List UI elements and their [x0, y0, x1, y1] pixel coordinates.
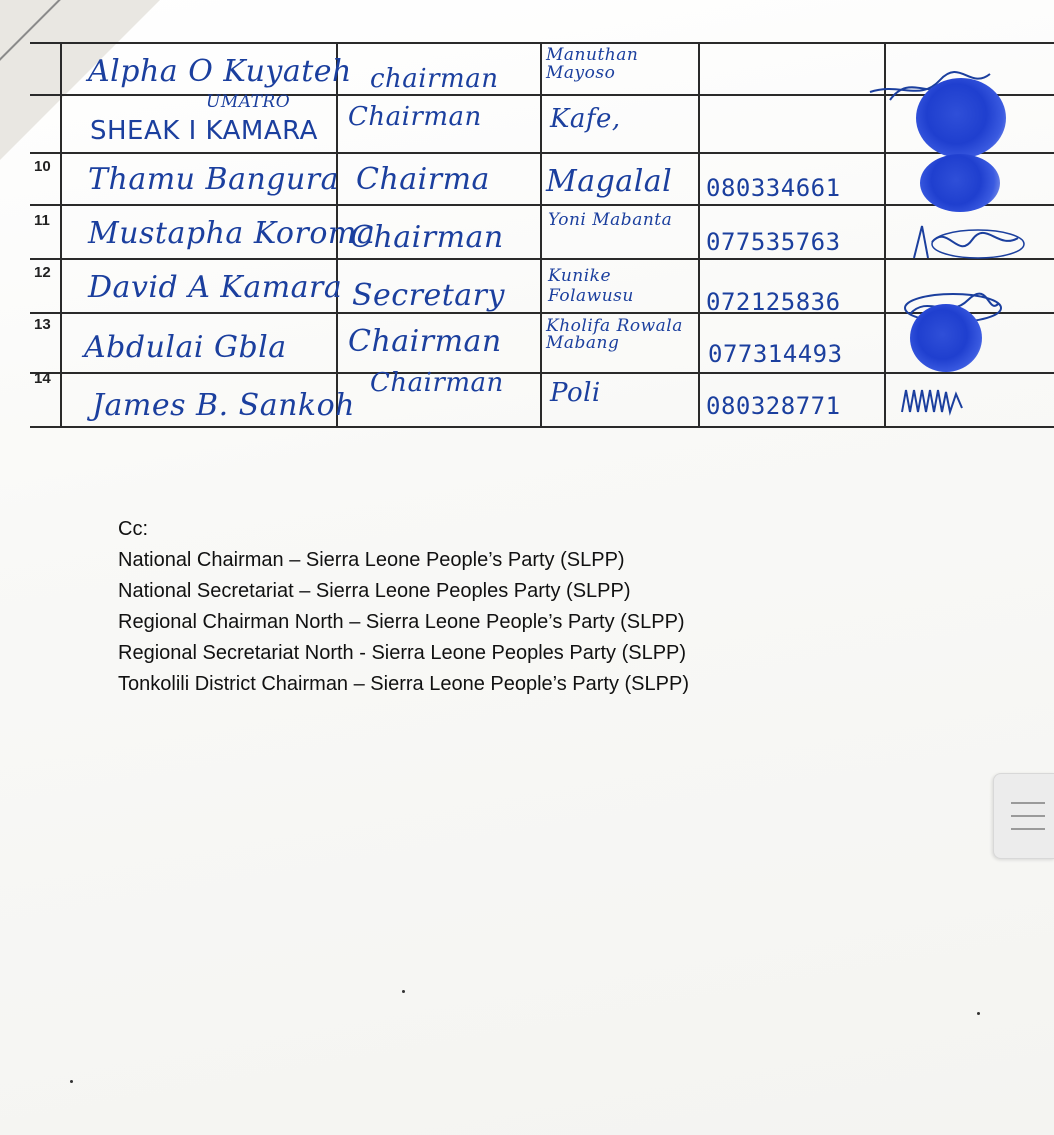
- table-rule: [30, 258, 1054, 260]
- member-name-note: UMATRO: [206, 92, 291, 112]
- signature-mark: [896, 382, 976, 422]
- menu-bar: [1011, 802, 1045, 804]
- menu-bar: [1011, 815, 1045, 817]
- member-name: James B. Sankoh: [92, 388, 355, 423]
- hamburger-menu-icon[interactable]: [993, 773, 1054, 859]
- member-name: Thamu Bangura: [88, 162, 340, 197]
- table-rule: [30, 426, 1054, 428]
- member-name: Alpha O Kuyateh: [88, 54, 352, 89]
- thumbprint: [920, 154, 1000, 212]
- member-chiefdom: Kafe,: [550, 104, 621, 134]
- cc-block: [118, 514, 689, 700]
- signature-mark: [908, 220, 1028, 270]
- member-chiefdom: Magalal: [546, 164, 673, 199]
- table-rule: [30, 372, 1054, 374]
- member-name: SHEAK I KAMARA: [90, 116, 318, 146]
- member-chiefdom: Yoni Mabanta: [548, 210, 673, 230]
- member-position: Chairman: [350, 220, 504, 255]
- table-rule: [30, 152, 1054, 154]
- member-name: David A Kamara: [88, 270, 343, 305]
- row-number: 14: [34, 370, 51, 387]
- paper-speck: [402, 990, 405, 993]
- table-rule: [60, 42, 62, 428]
- member-position: Chairma: [356, 162, 490, 197]
- signature-table: [30, 42, 1054, 428]
- member-phone: 080328771: [706, 392, 841, 420]
- table-rule: [30, 42, 1054, 44]
- member-position: Chairman: [348, 102, 482, 132]
- cc-heading: Cc:: [118, 518, 148, 540]
- thumbprint: [910, 304, 982, 372]
- row-number: 12: [34, 264, 51, 281]
- member-phone: 072125836: [706, 288, 841, 316]
- table-rule: [540, 42, 542, 428]
- member-chiefdom: Poli: [550, 378, 601, 408]
- table-rule: [30, 204, 1054, 206]
- row-number: 13: [34, 316, 51, 333]
- cc-line: Regional Secretariat North - Sierra Leone Peoples Party (SLPP): [118, 642, 687, 664]
- cc-line: National Secretariat – Sierra Leone Peoples Party (SLPP): [118, 580, 631, 602]
- member-position: Chairman: [348, 324, 502, 359]
- member-chiefdom: Manuthan Mayoso: [546, 45, 639, 83]
- table-rule: [698, 42, 700, 428]
- member-name: Abdulai Gbla: [84, 330, 287, 365]
- menu-bar: [1011, 828, 1045, 830]
- member-phone: 080334661: [706, 174, 841, 202]
- member-phone: 077535763: [706, 228, 841, 256]
- cc-line: Tonkolili District Chairman – Sierra Leone People’s Party (SLPP): [118, 673, 689, 695]
- member-position: Chairman: [370, 368, 504, 398]
- member-chiefdom: Kunike Folawusu: [548, 266, 634, 306]
- member-position: Secretary: [352, 278, 505, 313]
- row-number: 11: [34, 212, 50, 229]
- member-name: Mustapha Koroma: [88, 216, 376, 251]
- member-position: chairman: [370, 64, 499, 94]
- paper-speck: [70, 1080, 73, 1083]
- cc-line: National Chairman – Sierra Leone People’s Party (SLPP): [118, 549, 625, 571]
- row-number: 10: [34, 158, 51, 175]
- member-chiefdom: Kholifa Rowala Mabang: [546, 316, 683, 353]
- paper-speck: [977, 1012, 980, 1015]
- cc-line: Regional Chairman North – Sierra Leone People’s Party (SLPP): [118, 611, 685, 633]
- member-phone: 077314493: [708, 340, 843, 368]
- thumbprint: [916, 78, 1006, 158]
